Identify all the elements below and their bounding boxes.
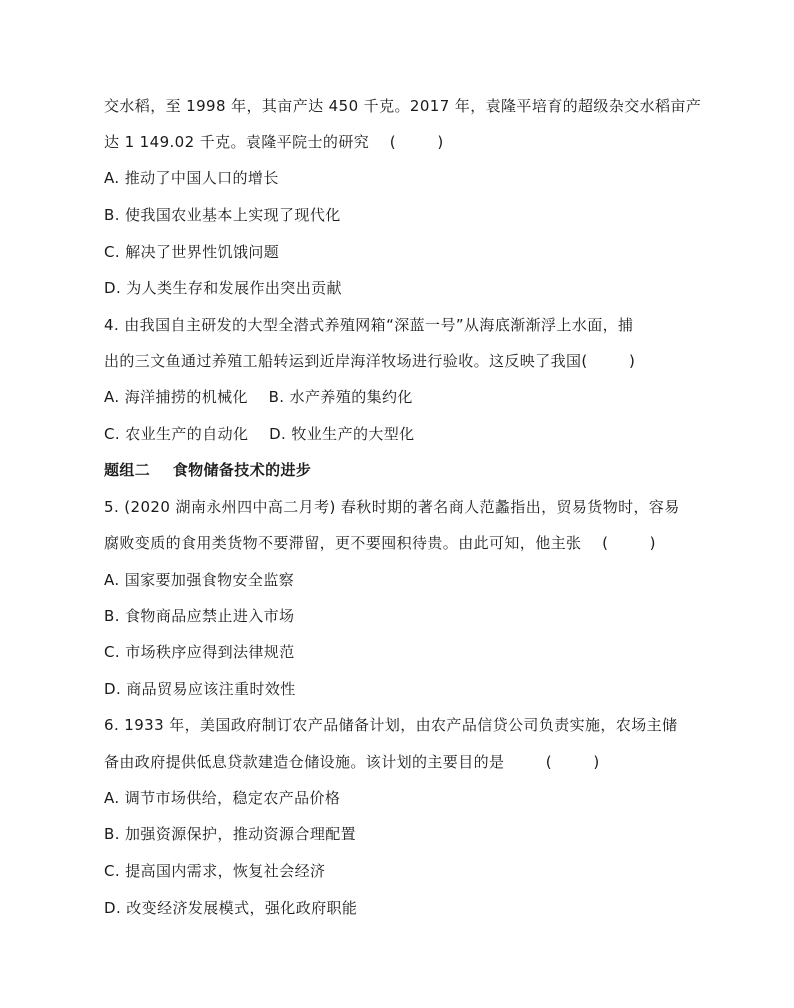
q4-options-cd: C. 农业生产的自动化 D. 牧业生产的大型化: [104, 425, 415, 443]
q6-stem-line-1: 6. 1933 年，美国政府制订农产品储备计划，由农产品信贷公司负责实施，农场主储: [104, 716, 678, 734]
q3-option-d: D. 为人类生存和发展作出突出贡献: [104, 279, 342, 297]
q5-option-d: D. 商品贸易应该注重时效性: [104, 680, 296, 698]
q3-stem-line-1: 交水稻，至 1998 年，其亩产达 450 千克。2017 年，袁隆平培育的超级杂交水稻亩产: [104, 97, 702, 115]
q4-stem-line-1: 4. 由我国自主研发的大型全潜式养殖网箱“深蓝一号”从海底渐渐浮上水面，捕: [104, 316, 634, 334]
q4-stem-line-2: 出的三文鱼通过养殖工船转运到近岸海洋牧场进行验收。这反映了我国( ): [104, 352, 636, 370]
q5-option-a: A. 国家要加强食物安全监察: [104, 571, 295, 589]
q5-stem-line-2: 腐败变质的食用类货物不要滞留，更不要囤积待贵。由此可知，他主张 ( ): [104, 534, 656, 552]
q5-stem-line-1: 5. (2020 湖南永州四中高二月考) 春秋时期的著名商人范蠡指出，贸易货物时，容易: [104, 498, 680, 516]
q6-stem-line-2: 备由政府提供低息贷款建造仓储设施。该计划的主要目的是 ( ): [104, 753, 600, 771]
q6-option-a: A. 调节市场供给，稳定农产品价格: [104, 789, 341, 807]
q6-option-d: D. 改变经济发展模式，强化政府职能: [104, 899, 358, 917]
q6-option-c: C. 提高国内需求，恢复社会经济: [104, 862, 326, 880]
section-heading: 题组二 食物储备技术的进步: [104, 461, 312, 479]
q3-option-c: C. 解决了世界性饥饿问题: [104, 243, 280, 261]
q5-option-b: B. 食物商品应禁止进入市场: [104, 607, 295, 625]
q3-option-b: B. 使我国农业基本上实现了现代化: [104, 206, 341, 224]
q4-options-ab: A. 海洋捕捞的机械化 B. 水产养殖的集约化: [104, 388, 413, 406]
q5-option-c: C. 市场秩序应得到法律规范: [104, 643, 295, 661]
q3-option-a: A. 推动了中国人口的增长: [104, 169, 279, 187]
q3-stem-line-2: 达 1 149.02 千克。袁隆平院士的研究 ( ): [104, 133, 444, 151]
q6-option-b: B. 加强资源保护，推动资源合理配置: [104, 825, 357, 843]
